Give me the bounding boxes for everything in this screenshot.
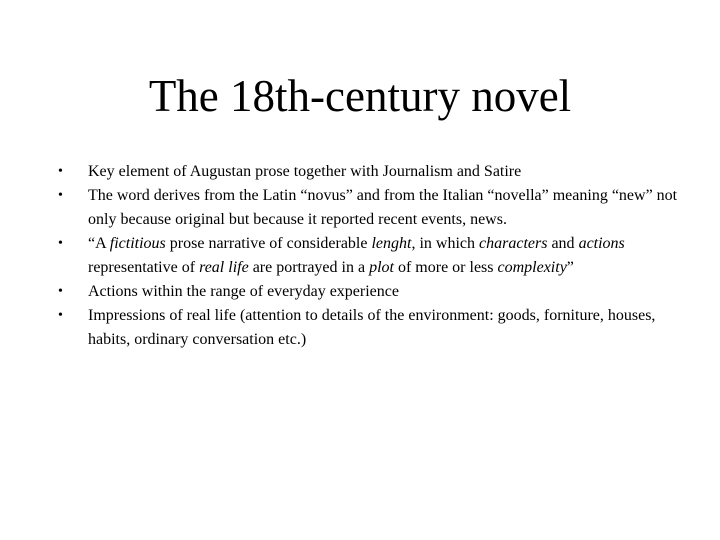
bullet-item (0, 160, 720, 184)
bullet-item (0, 232, 720, 280)
bullet-text (88, 232, 678, 280)
italic-term: actions (578, 235, 625, 252)
text-run: The word derives from the Latin “novus” and from the Italian “novella” meaning “new” not only because original but because it reported recent events, news. (88, 187, 678, 228)
text-run: ” (566, 259, 574, 276)
slide-title: The 18th-century novel (148, 71, 572, 121)
bullet-item (0, 184, 720, 232)
bullet-marker: • (58, 236, 63, 251)
italic-term: plot (369, 259, 394, 276)
text-run: representative of (88, 259, 200, 276)
text-run: prose narrative of considerable (165, 235, 372, 252)
bullet-text (88, 304, 678, 352)
bullet-text (88, 184, 678, 232)
bullet-marker: • (58, 188, 63, 203)
italic-term: characters (479, 235, 548, 252)
bullet-marker: • (58, 164, 63, 179)
bullet-item (0, 304, 720, 352)
bullet-marker: • (58, 308, 63, 323)
text-run: and (547, 235, 579, 252)
text-run: are portrayed in a (248, 259, 370, 276)
bullet-marker: • (58, 284, 63, 299)
bullet-item (0, 280, 720, 304)
text-run: , in which (411, 235, 480, 252)
bullet-text (88, 280, 678, 304)
text-run: Actions within the range of everyday experience (88, 283, 399, 300)
italic-term: real life (199, 259, 249, 276)
bullet-text (88, 160, 678, 184)
text-run: Impressions of real life (attention to details of the environment: goods, forniture, houses, habits, ordinary conversation etc.) (88, 307, 656, 348)
italic-term: fictitious (109, 235, 166, 252)
text-run: Key element of Augustan prose together with Journalism and Satire (88, 163, 522, 180)
bullet-list (0, 160, 720, 352)
italic-term: complexity (497, 259, 567, 276)
text-run: “A (88, 235, 110, 252)
text-run: of more or less (393, 259, 498, 276)
italic-term: lenght (371, 235, 412, 252)
